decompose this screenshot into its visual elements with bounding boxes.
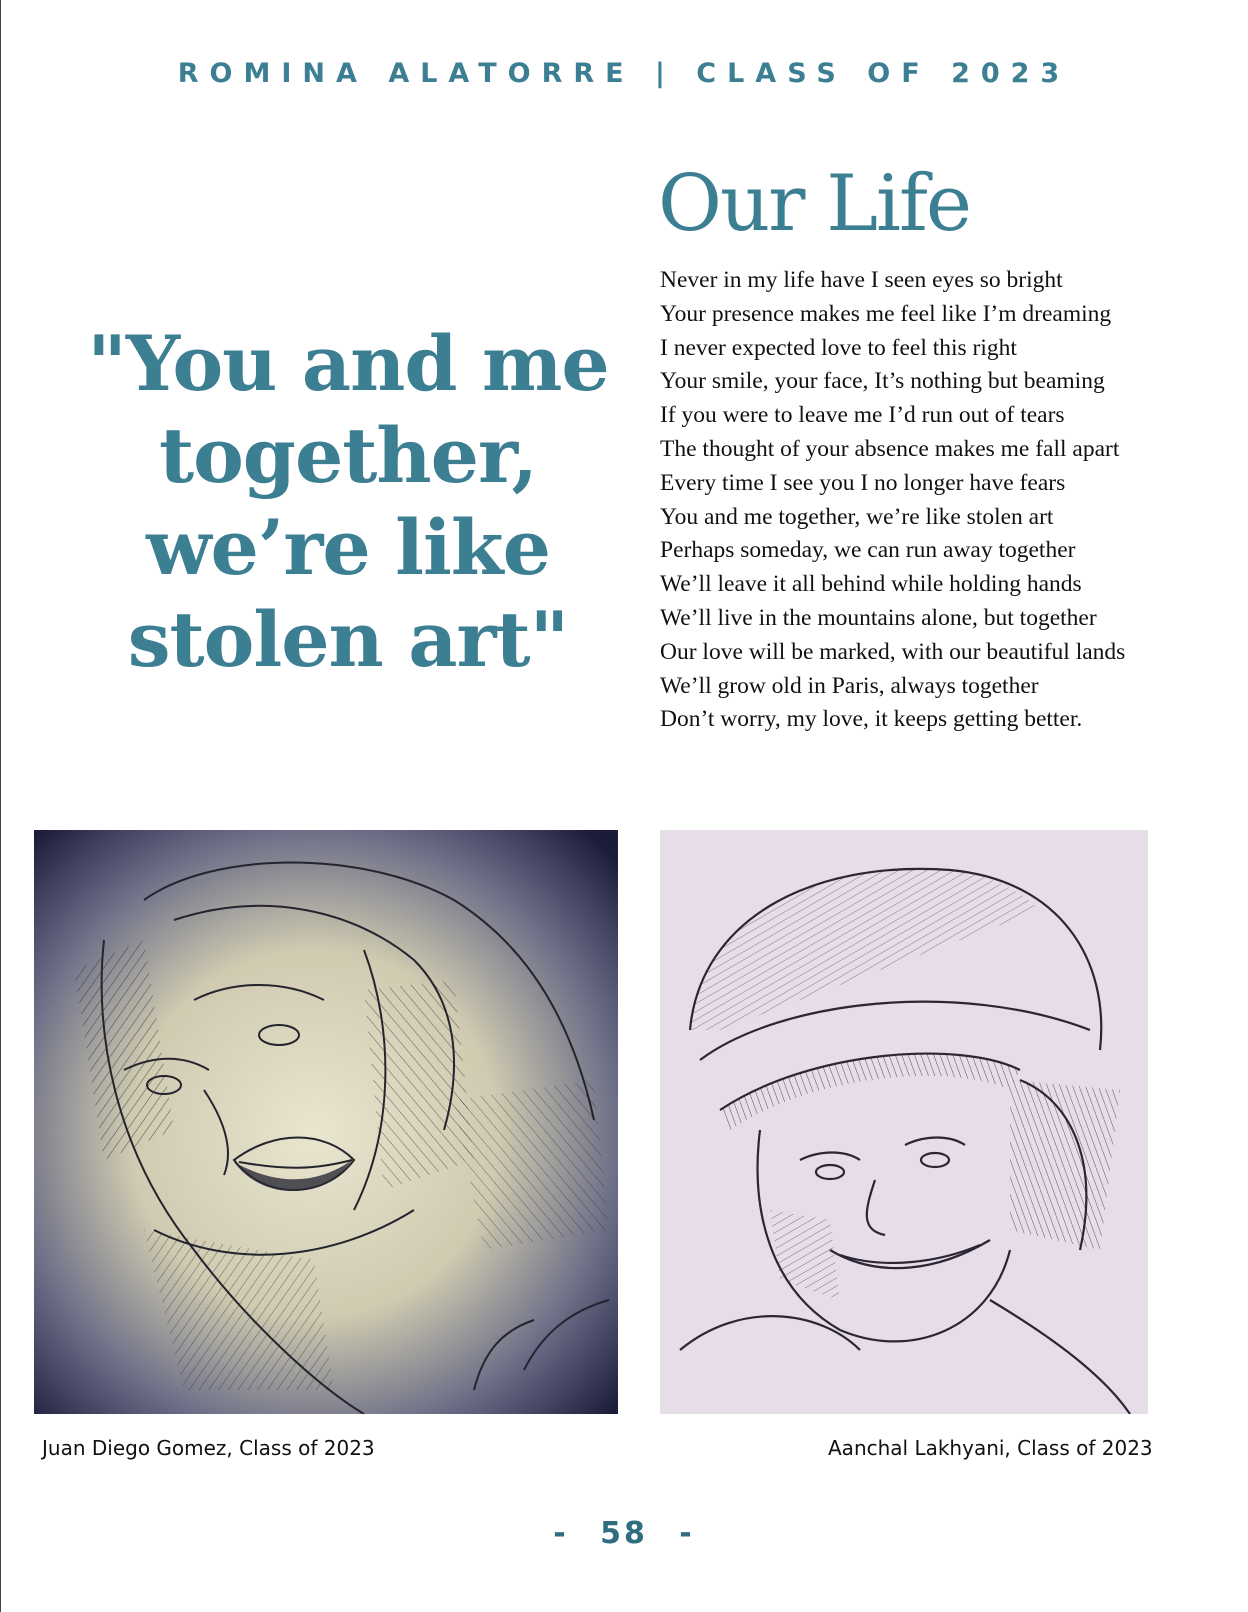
poem-line: Perhaps someday, we can run away together bbox=[660, 537, 1076, 564]
poem-line: Your smile, your face, It’s nothing but beaming bbox=[660, 368, 1105, 395]
poem-line: We’ll live in the mountains alone, but together bbox=[660, 604, 1097, 631]
poem-line: We’ll leave it all behind while holding hands bbox=[660, 571, 1082, 598]
pull-quote: "You and me together, we’re like stolen art" bbox=[87, 319, 609, 684]
poem-line: The thought of your absence makes me fall apart bbox=[660, 435, 1120, 462]
poem-line: You and me together, we’re like stolen art bbox=[660, 503, 1054, 530]
poem-line: I never expected love to feel this right bbox=[660, 334, 1017, 361]
artwork-caption: Juan Diego Gomez, Class of 2023 bbox=[42, 1436, 375, 1460]
page-number: - 58 - bbox=[553, 1516, 695, 1551]
page-edge-rule bbox=[0, 0, 1, 1612]
poem-body bbox=[660, 264, 1220, 737]
poem-title: Our Life bbox=[658, 159, 971, 249]
poem-line: Every time I see you I no longer have fears bbox=[660, 469, 1066, 496]
poem-line: We’ll grow old in Paris, always together bbox=[660, 672, 1039, 699]
page-header: ROMINA ALATORRE | CLASS OF 2023 bbox=[177, 58, 1071, 89]
poem-line: Don’t worry, my love, it keeps getting better. bbox=[660, 706, 1083, 733]
poem-line: If you were to leave me I’d run out of tears bbox=[660, 402, 1065, 429]
poem-line: Our love will be marked, with our beautiful lands bbox=[660, 638, 1126, 665]
artwork-woman-sketch bbox=[34, 830, 618, 1414]
poem-line: Never in my life have I seen eyes so bright bbox=[660, 267, 1063, 293]
artwork-caption: Aanchal Lakhyani, Class of 2023 bbox=[828, 1436, 1153, 1460]
artwork-man-sketch bbox=[660, 830, 1148, 1414]
poem-line: Your presence makes me feel like I’m dreaming bbox=[660, 300, 1112, 327]
